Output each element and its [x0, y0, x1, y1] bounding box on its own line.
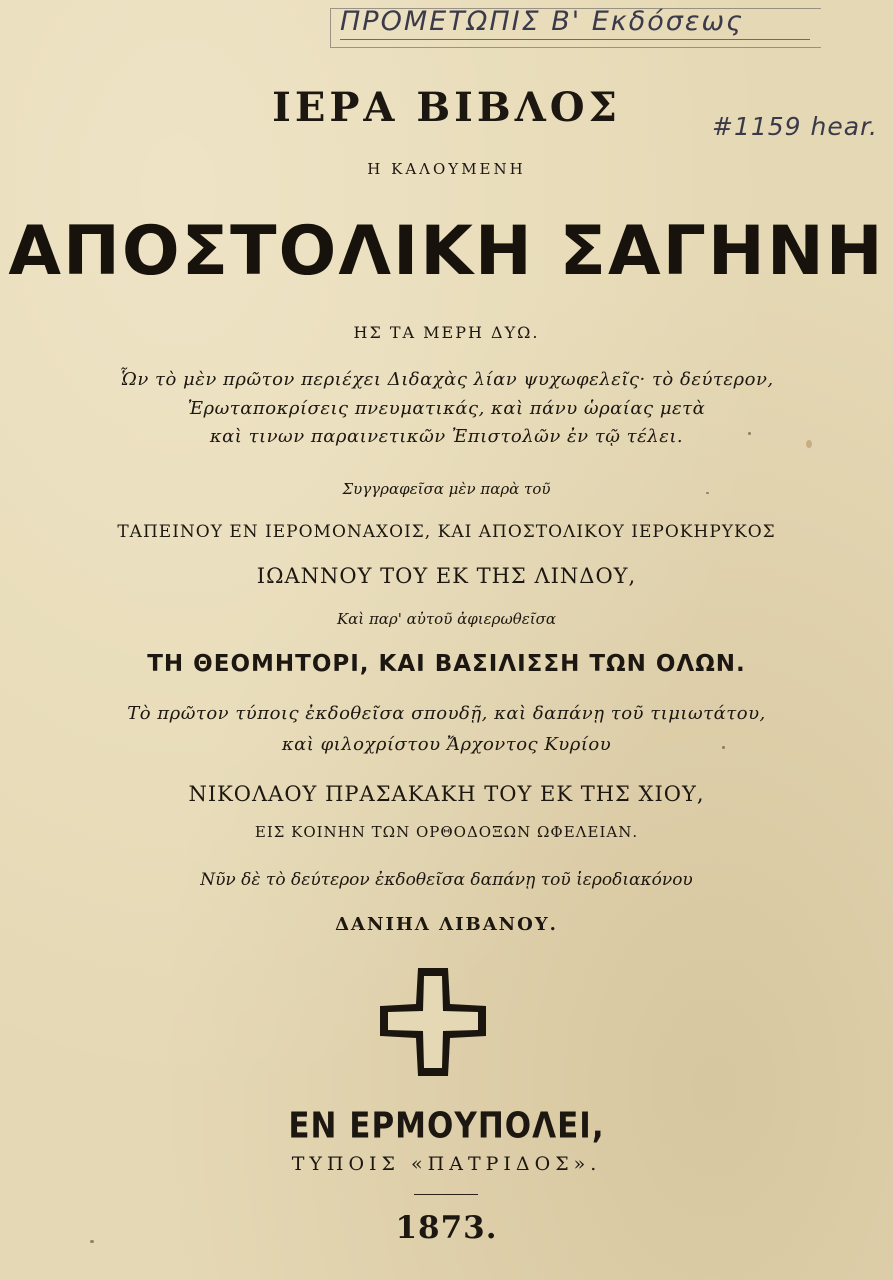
imprint-divider [414, 1194, 478, 1195]
handwritten-frontispiece-note: ΠΡΟΜΕΤΩΠΙΣ Β' Εκδόσεως [340, 6, 810, 40]
paper-speck [748, 432, 751, 435]
second-edition-sponsor: ΔΑΝΙΗΛ ΛΙΒΑΝΟΥ. [335, 914, 558, 935]
author-title: ΤΑΠΕΙΝΟΥ ΕΝ ΙΕΡΟΜΟΝΑΧΟΙΣ, ΚΑΙ ΑΠΟΣΤΟΛΙΚΟΥ ΙΕΡΟΚΗΡΥΚΟΣ [117, 522, 776, 542]
first-edition-line-2: καὶ φιλοχρίστου Ἄρχοντος Κυρίου [281, 734, 612, 755]
paper-speck [90, 1240, 94, 1243]
description-line-1: Ὧν τὸ μὲν πρῶτον περιέχει Διδαχὰς λίαν ψυχωφελεῖς· τὸ δεύτερον, [119, 369, 774, 390]
imprint-place: ΕΝ ΕΡΜΟΥΠΟΛΕΙ, [288, 1105, 605, 1147]
written-by: Συγγραφεῖσα μὲν παρὰ τοῦ [342, 480, 551, 498]
cross-ornament-icon [378, 966, 488, 1078]
description-line-2: Ἐρωταποκρίσεις πνευματικάς, καὶ πάνυ ὡραίας μετὰ [187, 398, 706, 419]
second-edition-line: Νῦν δὲ τὸ δεύτερον ἐκδοθεῖσα δαπάνῃ τοῦ ἱεροδιακόνου [200, 870, 693, 890]
dedication-intro: Καὶ παρ' αὐτοῦ ἀφιερωθεῖσα [336, 610, 557, 628]
paper-speck [706, 492, 709, 494]
first-edition-line-1: Τὸ πρῶτον τύποις ἐκδοθεῖσα σπουδῇ, καὶ δαπάνῃ τοῦ τιμιωτάτου, [127, 703, 766, 724]
imprint-printer: ΤΥΠΟΙΣ «ΠΑΤΡΙΔΟΣ». [291, 1153, 602, 1175]
main-title: ΑΠΟΣΤΟΛΙΚΗ ΣΑΓΗΝΗ [8, 212, 885, 291]
author-name: ΙΩΑΝΝΟΥ ΤΟΥ ΕΚ ΤΗΣ ΛΙΝΔΟΥ, [256, 564, 637, 588]
imprint-year: 1873. [395, 1210, 498, 1246]
paper-speck [722, 746, 725, 749]
title-parts: ΗΣ ΤΑ ΜΕΡΗ ΔΥΩ. [353, 323, 540, 342]
first-edition-sponsor: ΝΙΚΟΛΑΟΥ ΠΡΑΣΑΚΑΚΗ ΤΟΥ ΕΚ ΤΗΣ ΧΙΟΥ, [188, 782, 705, 806]
title-line-2: Η ΚΑΛΟΥΜΕΝΗ [367, 160, 526, 178]
title-line-1: ΙΕΡΑ ΒΙΒΛΟΣ [272, 84, 621, 131]
dedication-recipient: ΤΗ ΘΕΟΜΗΤΟΡΙ, ΚΑΙ ΒΑΣΙΛΙΣΣΗ ΤΩΝ ΟΛΩΝ. [147, 651, 746, 677]
first-edition-purpose: ΕΙΣ ΚΟΙΝΗΝ ΤΩΝ ΟΡΘΟΔΟΞΩΝ ΩΦΕΛΕΙΑΝ. [254, 823, 639, 841]
description-line-3: καὶ τινων παραινετικῶν Ἐπιστολῶν ἐν τῷ τέλει. [209, 426, 684, 447]
paper-speck [806, 440, 812, 448]
handwritten-catalog-number: #1159 hear. [712, 112, 878, 141]
